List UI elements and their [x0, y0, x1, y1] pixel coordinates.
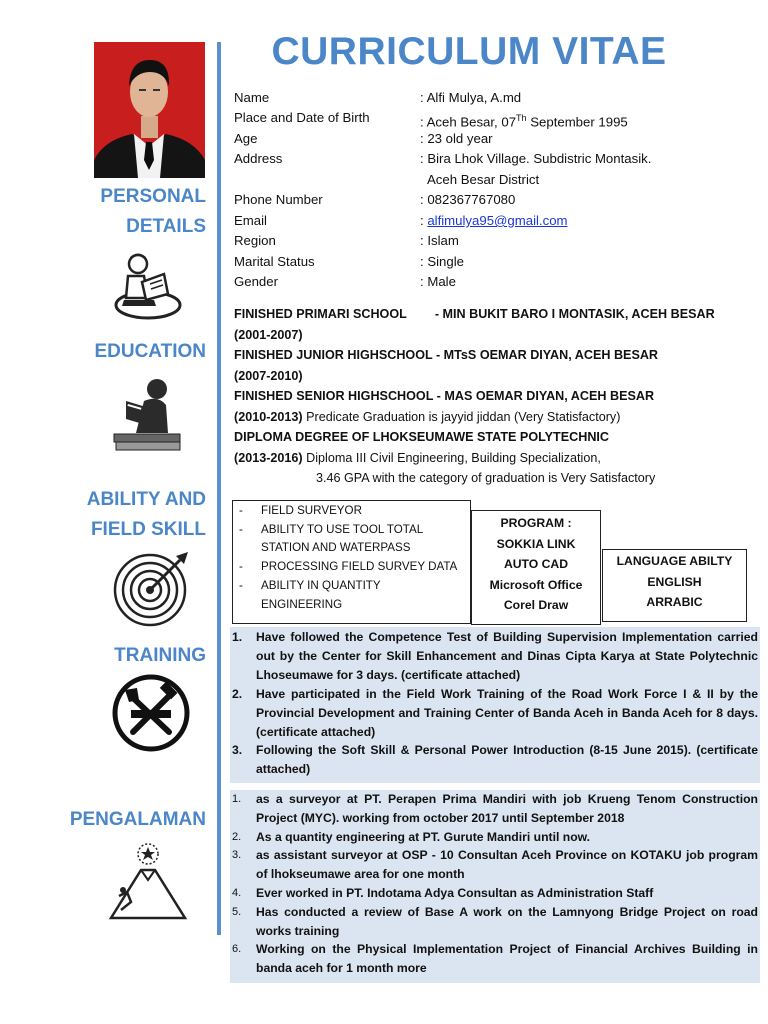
personal-row-region — [234, 231, 459, 251]
experience-item — [232, 828, 758, 847]
crossed-tools-icon — [111, 674, 191, 752]
personal-row-gender — [234, 272, 456, 292]
experience-text: as assistant surveyor at OSP - 10 Consultan Aceh Province on KOTAKU job program of lhokseumawe area for one month — [256, 848, 758, 882]
training-text: Following the Soft Skill & Personal Power Introduction (8-15 June 2015). (certificate attached) — [256, 743, 758, 777]
education-note: 3.46 GPA with the category of graduation is Very Satisfactory — [316, 471, 656, 485]
field-label: Address — [234, 151, 283, 166]
item-number: 3. — [232, 849, 242, 862]
item-number: 2. — [232, 830, 242, 843]
experience-text: Has conducted a review of Base A work on the Lamnyong Bridge Project on road works training — [256, 904, 758, 938]
education-line: DIPLOMA DEGREE OF LHOKSEUMAWE STATE POLYTECHNIC — [234, 430, 610, 444]
education-line — [234, 407, 715, 428]
skill-item: - ABILITY IN QUANTITY — [233, 577, 470, 596]
target-arrow-icon — [112, 550, 190, 628]
language-heading: LANGUAGE ABILTY — [616, 554, 733, 568]
reading-person-icon — [114, 252, 182, 322]
section-personal-details — [100, 182, 206, 242]
field-value: : Male — [420, 274, 456, 289]
item-number: 3. — [232, 743, 243, 758]
experience-item — [232, 884, 758, 903]
item-number: 4. — [232, 886, 242, 899]
skill-item: - PROCESSING FIELD SURVEY DATA — [233, 558, 470, 577]
field-label: Email — [234, 213, 267, 228]
training-text: Have followed the Competence Test of Building Supervision Implementation carried out by the Center for Skill Enhancement and Dinas Cipta Karya at State Polytechnic Lhoseumawe for 3 days. (certificate attached) — [256, 630, 758, 682]
personal-row-address — [234, 149, 652, 169]
experience-item — [232, 940, 758, 978]
section-heading-line: DETAILS — [126, 216, 206, 237]
education-line — [234, 448, 715, 469]
section-education: EDUCATION — [94, 341, 206, 362]
language-item: ARRABIC — [646, 595, 703, 609]
page-title: CURRICULUM VITAE — [271, 30, 667, 73]
training-item — [232, 685, 758, 742]
item-number: 6. — [232, 943, 242, 956]
education-note: Diploma III Civil Engineering, Building Specialization, — [302, 450, 601, 465]
language-skills-box — [602, 549, 747, 622]
field-value: : Bira Lhok Village. Subdistric Montasik. — [420, 151, 652, 166]
training-text: Have participated in the Field Work Training of the Road Work Force I & II by the Provincial Development and Training Center of Banda Aceh in Banda Aceh for 8 days. (certificate attached) — [256, 686, 758, 739]
education-years: (2001-2007) — [234, 327, 303, 342]
item-number: 1. — [232, 630, 243, 644]
field-value: : Alfi Mulya, A.md — [420, 90, 522, 105]
experience-panel — [230, 790, 760, 983]
experience-text: Working on the Physical Implementation Project of Financial Archives Building in banda aceh for 1 month more — [256, 942, 758, 976]
program-item: AUTO CAD — [503, 557, 569, 571]
field-label: Phone Number — [234, 192, 323, 207]
profile-photo — [94, 42, 205, 178]
item-number: 5. — [232, 905, 242, 918]
experience-text: Ever worked in PT. Indotama Adya Consultan as Administration Staff — [256, 885, 654, 900]
education-line: FINISHED SENIOR HIGHSCHOOL - MAS OEMAR DIYAN, ACEH BESAR — [234, 389, 655, 403]
training-item — [232, 628, 758, 685]
education-years: (2010-2013) — [234, 409, 303, 424]
skill-item: - ABILITY TO USE TOOL TOTAL — [233, 521, 470, 540]
field-label: Region — [234, 233, 276, 248]
field-value: : Islam — [420, 233, 459, 248]
birth-date-month-year: September 1995 — [526, 114, 628, 130]
education-line — [234, 304, 715, 325]
field-label: Marital Status — [234, 254, 315, 269]
section-training: TRAINING — [114, 645, 206, 666]
experience-item — [232, 846, 758, 884]
skill-item: - FIELD SURVEYOR — [233, 502, 470, 521]
field-value: : 082367767080 — [420, 192, 516, 207]
section-experience: PENGALAMAN — [69, 809, 206, 830]
section-heading-line: FIELD SKILL — [90, 519, 206, 540]
vertical-divider-line — [217, 42, 221, 935]
personal-row-age — [234, 129, 493, 149]
field-colon: : — [420, 213, 428, 228]
ordinal-suffix: Th — [516, 113, 527, 123]
email-link[interactable]: alfimulya95@gmail.com — [427, 213, 568, 228]
item-number: 2. — [232, 686, 243, 701]
education-line: FINISHED JUNIOR HIGHSCHOOL - MTsS OEMAR DIYAN, ACEH BESAR — [234, 348, 659, 362]
field-value: : 23 old year — [420, 131, 493, 146]
experience-text: As a quantity engineering at PT. Gurute Mandiri until now. — [256, 829, 591, 844]
personal-row-marital — [234, 252, 464, 272]
education-note: Predicate Graduation is jayyid jiddan (Very Statisfactory) — [302, 409, 621, 424]
personal-row-email — [234, 211, 568, 231]
program-item: Corel Draw — [503, 598, 569, 612]
personal-row-name — [234, 88, 522, 108]
field-label: Gender — [234, 274, 278, 289]
training-item — [232, 741, 758, 779]
child-reading-on-books-icon — [112, 377, 182, 452]
education-school: FINISHED PRIMARI SCHOOL — [234, 307, 407, 321]
skill-item-continued: ENGINEERING — [261, 597, 343, 611]
item-number: 1. — [232, 793, 242, 805]
experience-text: as a surveyor at PT. Perapen Prima Mandiri with job Krueng Tenom Construction Project (MYC). working from october 2017 until September 2018 — [256, 792, 758, 825]
program-skills-box — [471, 510, 601, 625]
experience-item — [232, 790, 758, 828]
section-heading-line: PERSONAL — [100, 186, 206, 207]
language-item: ENGLISH — [647, 574, 702, 589]
personal-row-phone — [234, 190, 516, 210]
program-item: SOKKIA LINK — [496, 536, 576, 551]
experience-item — [232, 903, 758, 941]
field-value: : Single — [420, 254, 464, 269]
education-years: (2007-2010) — [234, 368, 303, 383]
section-heading-line: ABILITY AND — [86, 489, 206, 510]
skill-item-continued: STATION AND WATERPASS — [261, 541, 411, 555]
section-ability — [87, 485, 206, 545]
birth-date-day: : Aceh Besar, 07 — [420, 114, 517, 130]
program-item: Microsoft Office — [489, 577, 583, 592]
personal-row-birth — [234, 108, 628, 130]
field-label: Age — [234, 131, 258, 146]
education-years: (2013-2016) — [234, 450, 303, 465]
field-label: Place and Date of Birth — [234, 110, 370, 125]
field-skills-box — [232, 500, 471, 624]
mountain-summit-icon — [107, 840, 189, 920]
training-panel — [230, 627, 760, 783]
field-value — [420, 211, 568, 231]
field-label: Name — [234, 90, 270, 105]
field-value: Aceh Besar District — [427, 172, 540, 187]
education-institution: - MIN BUKIT BARO I MONTASIK, ACEH BESAR — [434, 307, 715, 321]
program-heading: PROGRAM : — [500, 516, 572, 530]
education-list — [234, 304, 715, 489]
